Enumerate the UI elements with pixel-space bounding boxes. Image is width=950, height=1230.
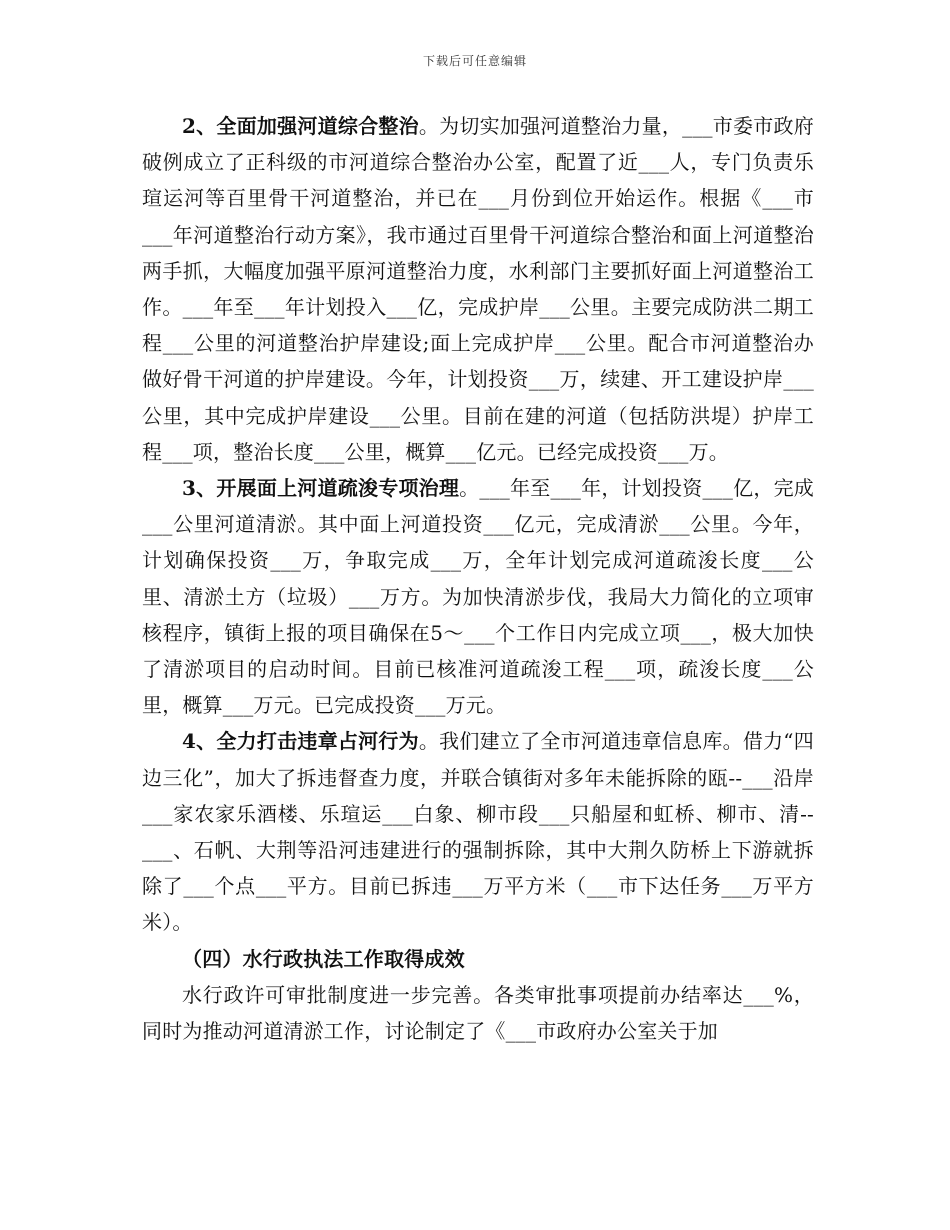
paragraph-text: 。为切实加强河道整治力量，___市委市政府破例成立了正科级的市河道综合整治办公室，配置了近___人，专门负责乐瑄运河等百里骨干河道整治，并已在___月份到位开始运作。根据《___市___年河道整治行动方案》，我市通过百里骨干河道综合整治和面上河道整治两手抓，大幅度加强平原河道整治力度，水利部门主要抓好面上河道整治工作。___年至___年计划投入___亿，完成护岸___公里。主要完成防洪二期工程___公里的河道整治护岸建设;面上完成护岸___公里。配合市河道整治办做好骨干河道的护岸建设。今年，计划投资___万，续建、开工建设护岸___公里，其中完成护岸建设___公里。目前在建的河道（包括防洪堤）护岸工程___项，整治长度___公里，概算___亿元。已经完成投资___万。 [142, 114, 814, 464]
paragraph-lead: 2、全面加强河道综合整治 [182, 114, 419, 138]
paragraph-river-remediation [142, 108, 814, 470]
paragraph-text: 。___年至___年，计划投资___亿，完成___公里河道清淤。其中面上河道投资___亿元，完成清淤___公里。今年，计划确保投资___万，争取完成___万，全年计划完成河道疏浚长度___公里、清淤土方（垃圾）___万方。为加快清淤步伐，我局大力简化的立项审核程序，镇街上报的项目确保在5～___个工作日内完成立项___，极大加快了清淤项目的启动时间。目前已核准河道疏浚工程___项，疏浚长度___公里，概算___万元。已完成投资___万元。 [142, 476, 814, 718]
page-header-note: 下载后可任意编辑 [422, 54, 527, 68]
paragraph-lead: 3、开展面上河道疏浚专项治理 [182, 476, 460, 501]
section-heading [142, 941, 814, 977]
paragraph-lead: 4、全力打击违章占河行为 [182, 729, 419, 754]
document-body [142, 108, 814, 1049]
paragraph-closing [142, 977, 814, 1049]
paragraph-dredging [142, 470, 814, 723]
paragraph-text: 。我们建立了全市河道违章信息库。借力“四边三化”，加大了拆违督查力度，并联合镇街对多年未能拆除的瓯--___沿岸___家农家乐酒楼、乐瑄运___白象、柳市段___只船屋和虹桥、柳市、清--___、石帆、大荆等沿河违建进行的强制拆除，其中大荆久防桥上下游就拆除了___个点___平方。目前已拆违___万平方米（___市下达任务___万平方米）。 [142, 729, 814, 935]
paragraph-illegal-construction [142, 723, 814, 940]
section-heading-text: （四）水行政执法工作取得成效 [182, 946, 465, 971]
paragraph-text: 水行政许可审批制度进一步完善。各类审批事项提前办结率达___%，同时为推动河道清淤工作，讨论制定了《___市政府办公室关于加 [142, 982, 814, 1044]
